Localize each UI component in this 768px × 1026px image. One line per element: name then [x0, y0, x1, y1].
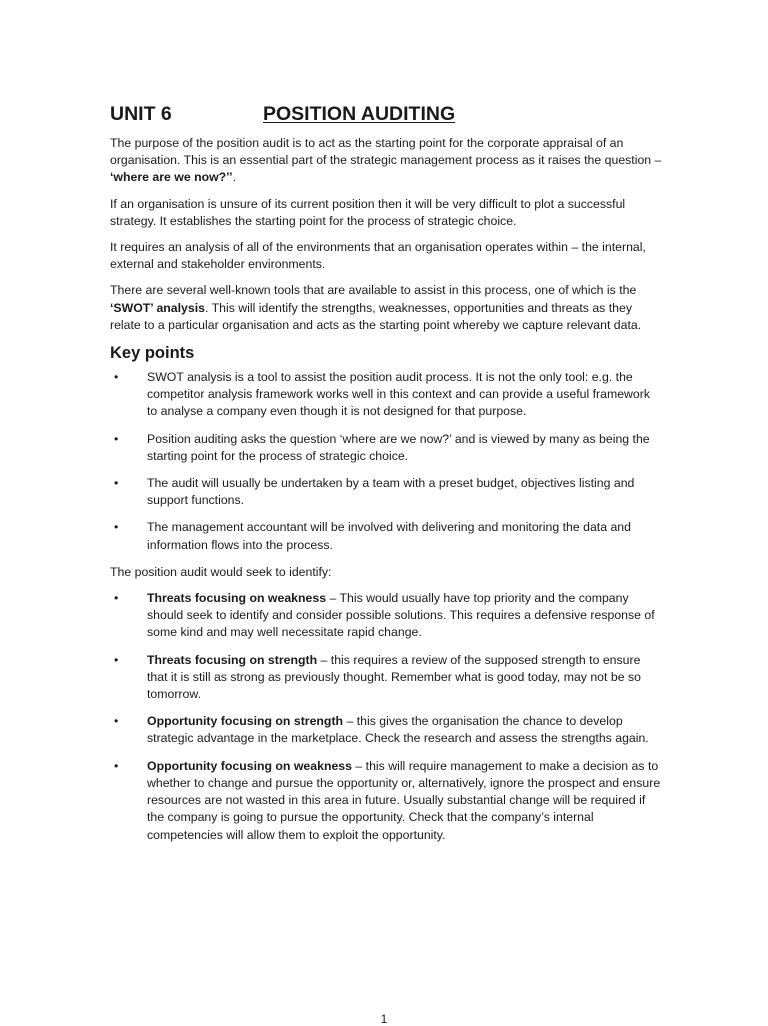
swot-term: ‘SWOT’ analysis [110, 300, 205, 315]
intro-p1-text: The purpose of the position audit is to act as the starting point for the corporate appraisal of an organisation. This is an essential part of the strategic management process as it raises the question – [110, 136, 662, 168]
list-item [110, 590, 662, 642]
list-item [110, 713, 662, 747]
identify-item-text: – this will require management to make a decision as to whether to change and pursue the opportunity or, alternatively, ignore the prospect and ensure resources are not wasted in this area in future. Usually substantial change will be required if the company is going to pursue the opportunity. Check that the company’s internal competencies will allow them to exploit the opportunity. [147, 758, 661, 842]
unit-title [110, 102, 662, 126]
list-item [110, 652, 662, 704]
identify-item-label: Threats focusing on strength [147, 652, 318, 667]
bullet-icon: • [114, 591, 119, 606]
page-number: 1 [380, 1012, 388, 1026]
identify-item-label: Threats focusing on weakness [147, 591, 327, 606]
key-point-text: The audit will usually be undertaken by a team with a preset budget, objectives listing and support functions. [147, 476, 635, 508]
identify-item-text: – This would usually have top priority and the company should seek to identify and consider possible solutions. This requires a defensive response of some kind and may well necessitate rapid change. [147, 591, 655, 640]
intro-paragraph-3: It requires an analysis of all of the environments that an organisation operates within – the internal, external and stakeholder environments. [110, 240, 646, 272]
bullet-icon: • [114, 714, 119, 729]
key-point-text: SWOT analysis is a tool to assist the position audit process. It is not the only tool: e.g. the competitor analysis framework works well in this context and can provide a useful framework to analyse a company even though it is not designed for that purpose. [147, 370, 651, 419]
identify-item-label: Opportunity focusing on strength [147, 714, 344, 729]
list-item [110, 475, 662, 509]
list-item [110, 758, 662, 844]
intro-paragraph-4 [110, 282, 662, 334]
intro-p1-question: ‘where are we now?’’ [110, 170, 233, 185]
document-page [110, 102, 662, 854]
list-item [110, 431, 662, 465]
intro-paragraph-2: If an organisation is unsure of its current position then it will be very difficult to plot a successful strategy. It establishes the starting point for the process of strategic choice. [110, 196, 626, 228]
identify-lead-in: The position audit would seek to identify: [110, 564, 332, 579]
identify-item-text: – this requires a review of the supposed strength to ensure that it is still as strong as previously thought. Remember what is good today, may not be so tomorrow. [147, 652, 641, 702]
intro-p4-end: . This will identify the strengths, weaknesses, opportunities and threats as they relate to a particular organisation and acts as the starting point whereby we capture relevant data. [110, 300, 642, 332]
unit-number: UNIT 6 [110, 103, 172, 125]
identify-item-text: – this gives the organisation the chance to develop strategic advantage in the marketplace. Check the research and assess the strengths again. [147, 714, 649, 746]
bullet-icon: • [114, 431, 119, 446]
identify-list [110, 590, 662, 844]
bullet-icon: • [114, 520, 119, 535]
key-points-heading: Key points [110, 344, 195, 363]
intro-p4-start: There are several well-known tools that are available to assist in this process, one of which is the [110, 283, 637, 298]
intro-p1-end: . [232, 170, 236, 185]
key-points-list [110, 369, 662, 554]
bullet-icon: • [114, 758, 119, 773]
unit-heading: POSITION AUDITING [263, 103, 456, 125]
bullet-icon: • [114, 652, 119, 667]
bullet-icon: • [114, 370, 119, 385]
bullet-icon: • [114, 476, 119, 491]
key-point-text: The management accountant will be involved with delivering and monitoring the data and information flows into the process. [147, 520, 631, 552]
list-item [110, 519, 662, 553]
key-point-text: Position auditing asks the question ‘where are we now?’ and is viewed by many as being the starting point for the process of strategic choice. [147, 431, 650, 463]
intro-paragraph-1 [110, 135, 662, 187]
list-item [110, 369, 662, 421]
identify-item-label: Opportunity focusing on weakness [147, 758, 352, 773]
